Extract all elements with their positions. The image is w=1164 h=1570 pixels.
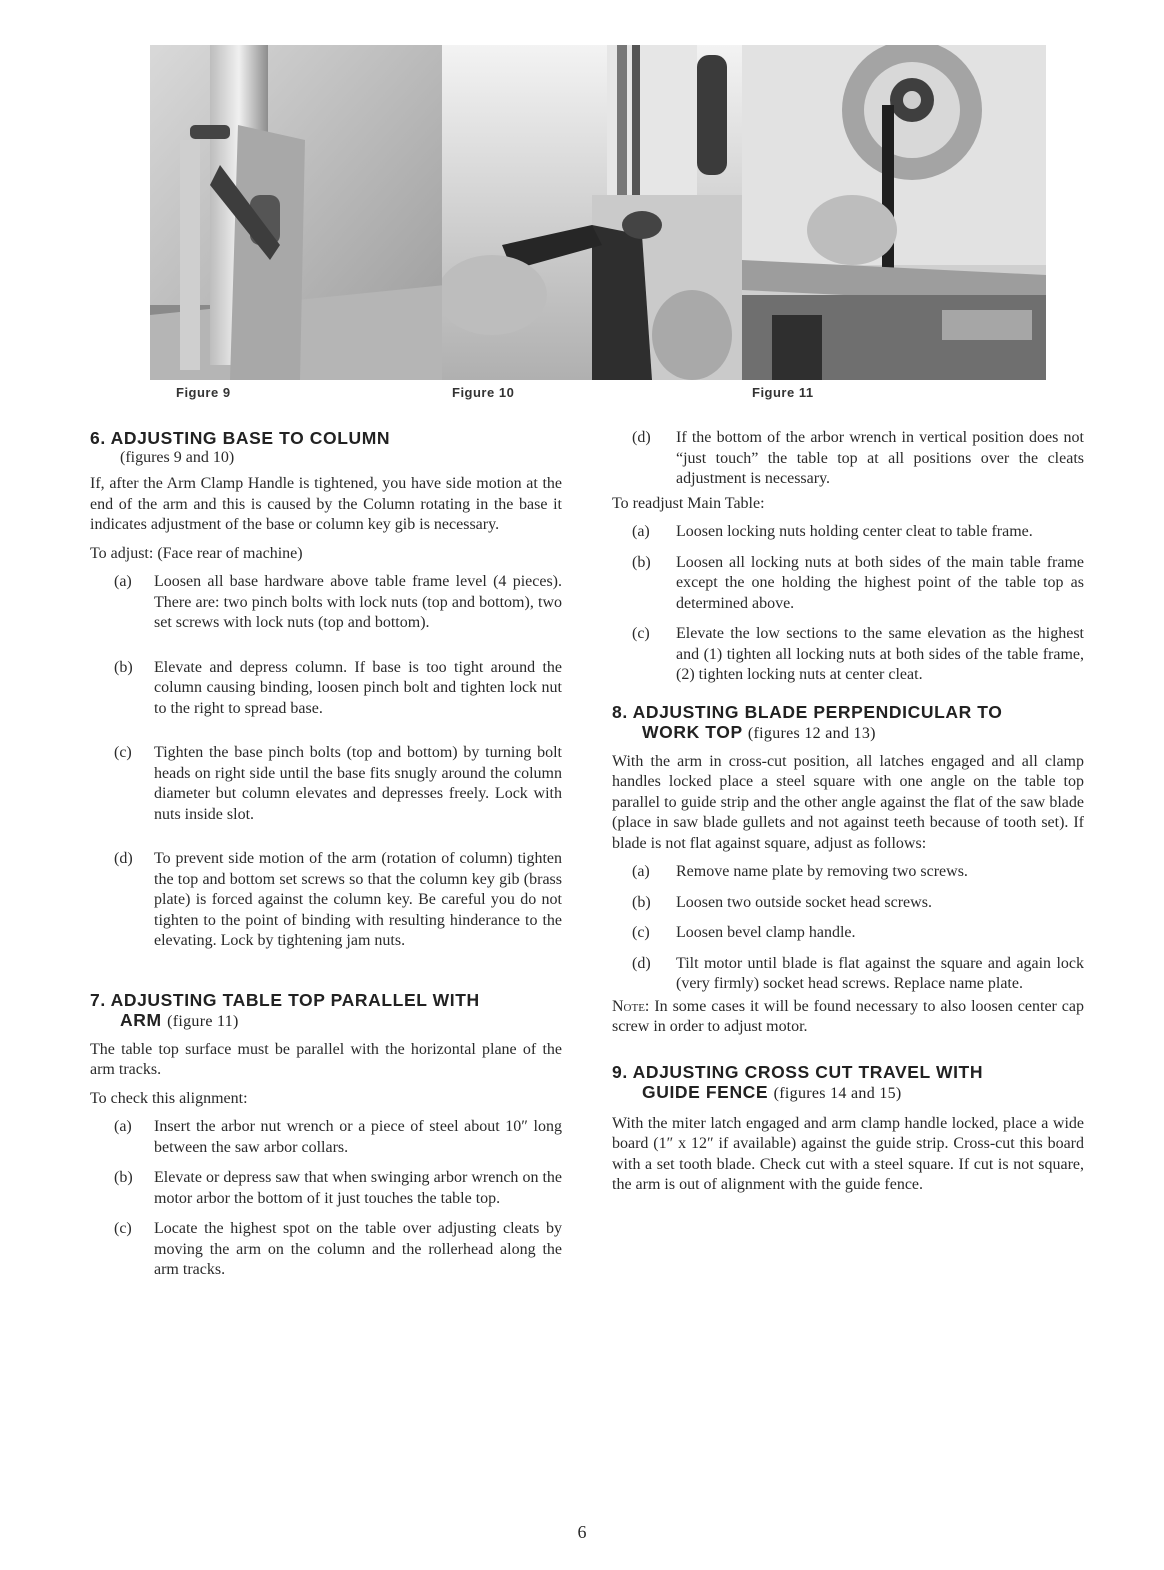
section-7-title-line2: ARM xyxy=(120,1009,162,1030)
section-6-lead: To adjust: (Face rear of machine) xyxy=(90,544,303,562)
section-6-intro: If, after the Arm Clamp Handle is tightened, you have side motion at the end of the arm and this is caused by the Column rotating in the base it indicates adjustment of the base or column key gib is necessary. xyxy=(90,475,562,533)
left-column xyxy=(90,428,562,1291)
figure-9-photo xyxy=(150,45,445,380)
section-9-intro: With the miter latch engaged and arm clamp handle locked, place a wide board (1″ x 12″ if available) against the guide strip. Cross-cut this board with a set tooth blade. Check cut with a steel square. If cut is not square, the arm is out of alignment with the guide fence. xyxy=(612,1114,1084,1193)
section-9-figure-ref: (figures 14 and 15) xyxy=(773,1084,902,1102)
note-label: Note: xyxy=(612,997,650,1015)
figure-10-caption: Figure 10 xyxy=(452,385,515,400)
section-7-intro: The table top surface must be parallel with the horizontal plane of the arm tracks. xyxy=(90,1040,562,1078)
right-column xyxy=(612,428,1084,1204)
figure-photos xyxy=(150,45,1046,380)
section-7-heading xyxy=(90,990,562,1032)
section-9-heading xyxy=(612,1062,1084,1104)
list-item: (c) Elevate the low sections to the same elevation as the highest and (1) tighten all locking nuts at both sides of the table frame, (2) tighten locking nuts at center cleat. xyxy=(632,625,1084,683)
figure-11-caption: Figure 11 xyxy=(752,385,814,400)
section-6-title: ADJUSTING BASE TO COLUMN xyxy=(110,428,391,448)
section-8-title-line1: 8. ADJUSTING BLADE PERPENDICULAR TO xyxy=(612,701,1003,722)
figure-10-photo xyxy=(442,45,742,380)
section-8-note xyxy=(612,997,1084,1038)
list-item: (b) Elevate or depress saw that when swinging arbor wrench on the motor arbor the bottom of it just touches the table top. xyxy=(114,1169,562,1207)
list-item: (a) Loosen all base hardware above table frame level (4 pieces). There are: two pinch bolts with lock nuts (top and bottom), two set screws with lock nuts (top and bottom). xyxy=(114,573,562,631)
list-item: (d) To prevent side motion of the arm (rotation of column) tighten the top and bottom set screws so that the column key gib (brass plate) is forced against the column key. Be careful you do not tighten to the point of binding with resulting hinderance to the elevating. Lock by tightening jam nuts. xyxy=(114,850,562,949)
section-8-intro: With the arm in cross-cut position, all latches engaged and all clamp handles locked place a steel square with one angle on the table top parallel to guide strip and the other angle against the flat of the saw blade (place in saw blade gullets and not against teeth because of tooth set). If blade is not flat against square, adjust as follows: xyxy=(612,752,1084,852)
list-item: (d) Tilt motor until blade is flat against the square and again lock (very firmly) socket head screws. Replace name plate. xyxy=(632,954,1084,992)
section-7-title-line1: 7. ADJUSTING TABLE TOP PARALLEL WITH xyxy=(90,989,480,1010)
section-6-figure-ref: (figures 9 and 10) xyxy=(120,449,235,466)
list-item: (a) Loosen locking nuts holding center cleat to table frame. xyxy=(632,523,1033,540)
section-7-lead-2: To readjust Main Table: xyxy=(612,494,765,512)
section-6-number: 6. xyxy=(90,428,106,448)
section-6-heading xyxy=(90,428,562,448)
list-item: (b) Loosen two outside socket head screws. xyxy=(632,893,932,911)
list-item: (c) Tighten the base pinch bolts (top and bottom) by turning bolt heads on right side until the base fits snugly around the column diameter but column elevates and depresses freely. Lock with nuts inside slot. xyxy=(114,744,562,823)
list-item: (b) Loosen all locking nuts at both sides of the main table frame except the one holding the highest point of the table top as determined above. xyxy=(632,553,1084,612)
figure-11-photo xyxy=(742,45,1046,380)
section-7-lead: To check this alignment: xyxy=(90,1089,248,1107)
page-number: 6 xyxy=(577,1522,587,1542)
figure-9-caption: Figure 9 xyxy=(176,385,231,400)
list-item: (c) Loosen bevel clamp handle. xyxy=(632,924,856,941)
section-9-title-line1: 9. ADJUSTING CROSS CUT TRAVEL WITH xyxy=(612,1061,984,1082)
list-item: (c) Locate the highest spot on the table over adjusting cleats by moving the arm on the column and the rollerhead along the arm tracks. xyxy=(114,1220,562,1278)
list-item: (d) If the bottom of the arbor wrench in vertical position does not “just touch” the table top at all positions over the cleats adjustment is necessary. xyxy=(632,429,1084,487)
section-7-figure-ref: (figure 11) xyxy=(167,1012,239,1030)
section-8-title-line2: WORK TOP xyxy=(642,721,743,742)
list-item: (b) Elevate and depress column. If base is too tight around the column causing binding, loosen pinch bolt and tighten lock nut to the right to spread base. xyxy=(114,658,562,717)
section-9-title-line2: GUIDE FENCE xyxy=(642,1081,769,1102)
list-item: (a) Remove name plate by removing two screws. xyxy=(632,863,968,880)
note-text: In some cases it will be found necessary to also loosen center cap screw in order to adjust motor. xyxy=(612,997,1085,1035)
list-item: (a) Insert the arbor nut wrench or a piece of steel about 10″ long between the saw arbor collars. xyxy=(114,1118,562,1156)
section-8-heading xyxy=(612,702,1084,744)
section-8-figure-ref: (figures 12 and 13) xyxy=(747,724,876,742)
